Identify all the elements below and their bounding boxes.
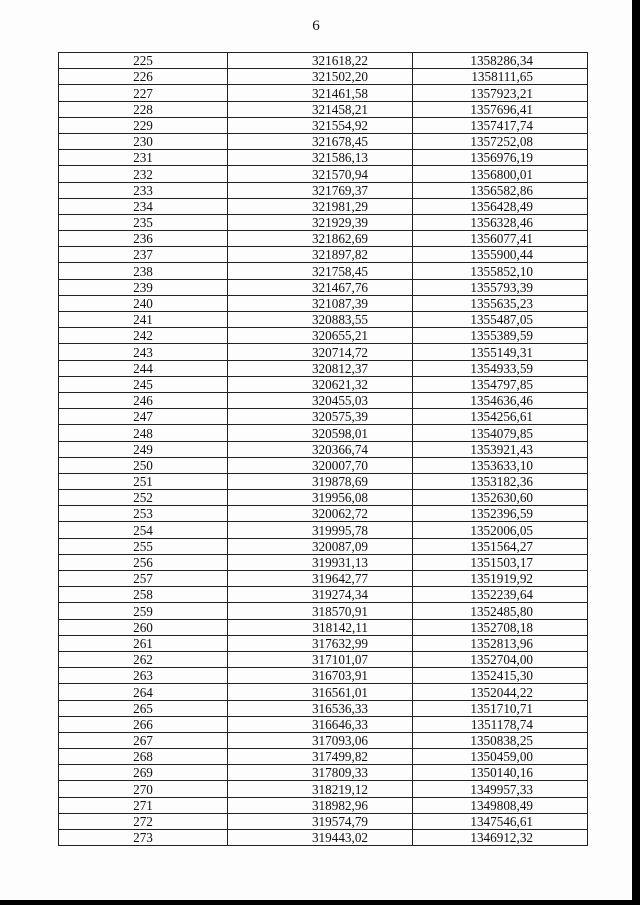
x-coordinate-cell: 321769,37 xyxy=(228,182,413,198)
y-coordinate-cell: 1354933,59 xyxy=(413,360,588,376)
point-number-cell: 249 xyxy=(59,441,228,457)
y-coordinate-cell: 1354636,46 xyxy=(413,392,588,408)
x-coordinate-cell: 319878,69 xyxy=(228,473,413,489)
x-coordinate-cell: 320575,39 xyxy=(228,409,413,425)
y-coordinate-cell: 1354256,61 xyxy=(413,409,588,425)
table-row xyxy=(59,376,588,392)
table-row xyxy=(59,312,588,328)
point-number-cell: 240 xyxy=(59,295,228,311)
table-row xyxy=(59,166,588,182)
table-row xyxy=(59,392,588,408)
point-number-cell: 252 xyxy=(59,490,228,506)
table-row xyxy=(59,409,588,425)
y-coordinate-cell: 1351503,17 xyxy=(413,554,588,570)
point-number-cell: 241 xyxy=(59,312,228,328)
y-coordinate-cell: 1353182,36 xyxy=(413,473,588,489)
point-number-cell: 263 xyxy=(59,668,228,684)
y-coordinate-cell: 1351710,71 xyxy=(413,700,588,716)
x-coordinate-cell: 321618,22 xyxy=(228,53,413,69)
x-coordinate-cell: 321678,45 xyxy=(228,133,413,149)
x-coordinate-cell: 319995,78 xyxy=(228,522,413,538)
y-coordinate-cell: 1350838,25 xyxy=(413,732,588,748)
x-coordinate-cell: 317101,07 xyxy=(228,651,413,667)
table-row xyxy=(59,749,588,765)
x-coordinate-cell: 321570,94 xyxy=(228,166,413,182)
y-coordinate-cell: 1358111,65 xyxy=(413,69,588,85)
table-row xyxy=(59,651,588,667)
x-coordinate-cell: 318219,12 xyxy=(228,781,413,797)
table-row xyxy=(59,571,588,587)
x-coordinate-cell: 319574,79 xyxy=(228,813,413,829)
point-number-cell: 268 xyxy=(59,749,228,765)
x-coordinate-cell: 321981,29 xyxy=(228,198,413,214)
point-number-cell: 247 xyxy=(59,409,228,425)
point-number-cell: 226 xyxy=(59,69,228,85)
y-coordinate-cell: 1357923,21 xyxy=(413,85,588,101)
x-coordinate-cell: 321862,69 xyxy=(228,231,413,247)
y-coordinate-cell: 1356582,86 xyxy=(413,182,588,198)
table-row xyxy=(59,700,588,716)
table-row xyxy=(59,684,588,700)
table-row xyxy=(59,781,588,797)
x-coordinate-cell: 321554,92 xyxy=(228,117,413,133)
table-row xyxy=(59,133,588,149)
point-number-cell: 267 xyxy=(59,732,228,748)
x-coordinate-cell: 319956,08 xyxy=(228,490,413,506)
coordinates-table-body xyxy=(59,53,588,846)
y-coordinate-cell: 1351564,27 xyxy=(413,538,588,554)
x-coordinate-cell: 320062,72 xyxy=(228,506,413,522)
y-coordinate-cell: 1355389,59 xyxy=(413,328,588,344)
table-row xyxy=(59,295,588,311)
x-coordinate-cell: 317499,82 xyxy=(228,749,413,765)
x-coordinate-cell: 320714,72 xyxy=(228,344,413,360)
y-coordinate-cell: 1350459,00 xyxy=(413,749,588,765)
point-number-cell: 227 xyxy=(59,85,228,101)
table-row xyxy=(59,69,588,85)
point-number-cell: 236 xyxy=(59,231,228,247)
scan-edge-right xyxy=(632,0,640,905)
x-coordinate-cell: 321929,39 xyxy=(228,214,413,230)
point-number-cell: 237 xyxy=(59,247,228,263)
y-coordinate-cell: 1355487,05 xyxy=(413,312,588,328)
y-coordinate-cell: 1351178,74 xyxy=(413,716,588,732)
point-number-cell: 271 xyxy=(59,797,228,813)
x-coordinate-cell: 319274,34 xyxy=(228,587,413,603)
x-coordinate-cell: 320366,74 xyxy=(228,441,413,457)
y-coordinate-cell: 1356976,19 xyxy=(413,150,588,166)
table-row xyxy=(59,182,588,198)
point-number-cell: 253 xyxy=(59,506,228,522)
point-number-cell: 270 xyxy=(59,781,228,797)
x-coordinate-cell: 316561,01 xyxy=(228,684,413,700)
y-coordinate-cell: 1355149,31 xyxy=(413,344,588,360)
y-coordinate-cell: 1352239,64 xyxy=(413,587,588,603)
table-row xyxy=(59,668,588,684)
y-coordinate-cell: 1351919,92 xyxy=(413,571,588,587)
table-row xyxy=(59,732,588,748)
x-coordinate-cell: 317093,06 xyxy=(228,732,413,748)
point-number-cell: 265 xyxy=(59,700,228,716)
point-number-cell: 261 xyxy=(59,635,228,651)
table-row xyxy=(59,813,588,829)
y-coordinate-cell: 1352485,80 xyxy=(413,603,588,619)
point-number-cell: 232 xyxy=(59,166,228,182)
table-row xyxy=(59,198,588,214)
y-coordinate-cell: 1357696,41 xyxy=(413,101,588,117)
point-number-cell: 258 xyxy=(59,587,228,603)
table-row xyxy=(59,360,588,376)
table-row xyxy=(59,53,588,69)
y-coordinate-cell: 1356077,41 xyxy=(413,231,588,247)
x-coordinate-cell: 320598,01 xyxy=(228,425,413,441)
point-number-cell: 238 xyxy=(59,263,228,279)
table-row xyxy=(59,150,588,166)
point-number-cell: 248 xyxy=(59,425,228,441)
y-coordinate-cell: 1357417,74 xyxy=(413,117,588,133)
y-coordinate-cell: 1350140,16 xyxy=(413,765,588,781)
point-number-cell: 254 xyxy=(59,522,228,538)
y-coordinate-cell: 1352396,59 xyxy=(413,506,588,522)
x-coordinate-cell: 318142,11 xyxy=(228,619,413,635)
y-coordinate-cell: 1355793,39 xyxy=(413,279,588,295)
table-row xyxy=(59,263,588,279)
table-row xyxy=(59,619,588,635)
point-number-cell: 269 xyxy=(59,765,228,781)
coordinates-table xyxy=(58,52,588,846)
x-coordinate-cell: 319642,77 xyxy=(228,571,413,587)
point-number-cell: 225 xyxy=(59,53,228,69)
y-coordinate-cell: 1352813,96 xyxy=(413,635,588,651)
y-coordinate-cell: 1355900,44 xyxy=(413,247,588,263)
point-number-cell: 264 xyxy=(59,684,228,700)
point-number-cell: 257 xyxy=(59,571,228,587)
table-row xyxy=(59,522,588,538)
x-coordinate-cell: 321502,20 xyxy=(228,69,413,85)
table-row xyxy=(59,797,588,813)
table-row xyxy=(59,214,588,230)
point-number-cell: 245 xyxy=(59,376,228,392)
x-coordinate-cell: 316703,91 xyxy=(228,668,413,684)
point-number-cell: 246 xyxy=(59,392,228,408)
table-row xyxy=(59,635,588,651)
table-row xyxy=(59,457,588,473)
y-coordinate-cell: 1356328,46 xyxy=(413,214,588,230)
y-coordinate-cell: 1355635,23 xyxy=(413,295,588,311)
x-coordinate-cell: 318982,96 xyxy=(228,797,413,813)
table-row xyxy=(59,554,588,570)
x-coordinate-cell: 321467,76 xyxy=(228,279,413,295)
x-coordinate-cell: 320455,03 xyxy=(228,392,413,408)
x-coordinate-cell: 321458,21 xyxy=(228,101,413,117)
y-coordinate-cell: 1352708,18 xyxy=(413,619,588,635)
scan-edge-bottom xyxy=(0,900,640,905)
x-coordinate-cell: 321897,82 xyxy=(228,247,413,263)
y-coordinate-cell: 1352044,22 xyxy=(413,684,588,700)
point-number-cell: 231 xyxy=(59,150,228,166)
point-number-cell: 235 xyxy=(59,214,228,230)
x-coordinate-cell: 321087,39 xyxy=(228,295,413,311)
table-row xyxy=(59,716,588,732)
table-row xyxy=(59,830,588,846)
y-coordinate-cell: 1352415,30 xyxy=(413,668,588,684)
table-row xyxy=(59,587,588,603)
point-number-cell: 259 xyxy=(59,603,228,619)
table-row xyxy=(59,603,588,619)
x-coordinate-cell: 320655,21 xyxy=(228,328,413,344)
table-row xyxy=(59,538,588,554)
point-number-cell: 244 xyxy=(59,360,228,376)
point-number-cell: 233 xyxy=(59,182,228,198)
point-number-cell: 272 xyxy=(59,813,228,829)
table-row xyxy=(59,425,588,441)
table-row xyxy=(59,490,588,506)
y-coordinate-cell: 1349808,49 xyxy=(413,797,588,813)
point-number-cell: 255 xyxy=(59,538,228,554)
y-coordinate-cell: 1349957,33 xyxy=(413,781,588,797)
x-coordinate-cell: 316536,33 xyxy=(228,700,413,716)
point-number-cell: 239 xyxy=(59,279,228,295)
table-row xyxy=(59,328,588,344)
x-coordinate-cell: 317809,33 xyxy=(228,765,413,781)
point-number-cell: 243 xyxy=(59,344,228,360)
y-coordinate-cell: 1356800,01 xyxy=(413,166,588,182)
table-row xyxy=(59,441,588,457)
y-coordinate-cell: 1347546,61 xyxy=(413,813,588,829)
point-number-cell: 256 xyxy=(59,554,228,570)
x-coordinate-cell: 317632,99 xyxy=(228,635,413,651)
page-number: 6 xyxy=(312,18,320,34)
x-coordinate-cell: 320087,09 xyxy=(228,538,413,554)
x-coordinate-cell: 321758,45 xyxy=(228,263,413,279)
table-row xyxy=(59,765,588,781)
y-coordinate-cell: 1352630,60 xyxy=(413,490,588,506)
y-coordinate-cell: 1358286,34 xyxy=(413,53,588,69)
point-number-cell: 228 xyxy=(59,101,228,117)
point-number-cell: 229 xyxy=(59,117,228,133)
x-coordinate-cell: 320883,55 xyxy=(228,312,413,328)
y-coordinate-cell: 1353921,43 xyxy=(413,441,588,457)
x-coordinate-cell: 321586,13 xyxy=(228,150,413,166)
table-row xyxy=(59,506,588,522)
table-row xyxy=(59,473,588,489)
x-coordinate-cell: 318570,91 xyxy=(228,603,413,619)
table-row xyxy=(59,101,588,117)
table-row xyxy=(59,231,588,247)
x-coordinate-cell: 320007,70 xyxy=(228,457,413,473)
y-coordinate-cell: 1356428,49 xyxy=(413,198,588,214)
point-number-cell: 250 xyxy=(59,457,228,473)
table-row xyxy=(59,279,588,295)
point-number-cell: 273 xyxy=(59,830,228,846)
table-row xyxy=(59,247,588,263)
point-number-cell: 251 xyxy=(59,473,228,489)
y-coordinate-cell: 1346912,32 xyxy=(413,830,588,846)
point-number-cell: 262 xyxy=(59,651,228,667)
y-coordinate-cell: 1354797,85 xyxy=(413,376,588,392)
y-coordinate-cell: 1354079,85 xyxy=(413,425,588,441)
x-coordinate-cell: 321461,58 xyxy=(228,85,413,101)
point-number-cell: 266 xyxy=(59,716,228,732)
x-coordinate-cell: 319931,13 xyxy=(228,554,413,570)
table-row xyxy=(59,85,588,101)
point-number-cell: 242 xyxy=(59,328,228,344)
y-coordinate-cell: 1352704,00 xyxy=(413,651,588,667)
point-number-cell: 230 xyxy=(59,133,228,149)
point-number-cell: 260 xyxy=(59,619,228,635)
y-coordinate-cell: 1357252,08 xyxy=(413,133,588,149)
point-number-cell: 234 xyxy=(59,198,228,214)
x-coordinate-cell: 316646,33 xyxy=(228,716,413,732)
y-coordinate-cell: 1353633,10 xyxy=(413,457,588,473)
x-coordinate-cell: 320812,37 xyxy=(228,360,413,376)
table-row xyxy=(59,117,588,133)
table-row xyxy=(59,344,588,360)
y-coordinate-cell: 1352006,05 xyxy=(413,522,588,538)
y-coordinate-cell: 1355852,10 xyxy=(413,263,588,279)
x-coordinate-cell: 319443,02 xyxy=(228,830,413,846)
x-coordinate-cell: 320621,32 xyxy=(228,376,413,392)
